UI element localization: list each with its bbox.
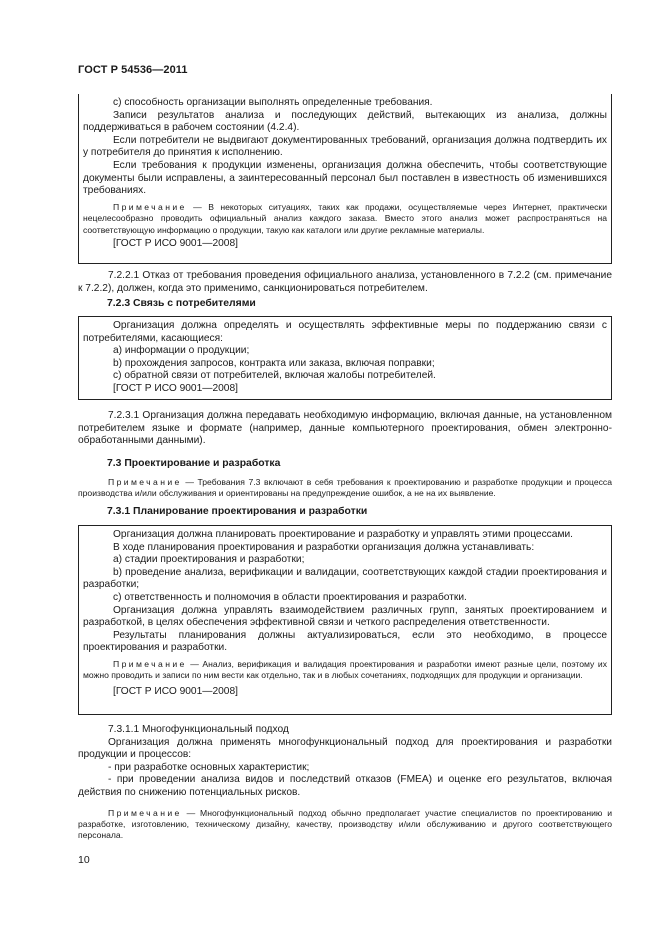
box3-paragraph: Организация должна управлять взаимодействием различных групп, занятых проектированием и разработкой, в целях обеспечения эффективной связи и четкого распределения ответственности. <box>83 604 607 629</box>
note-label: Примечание <box>108 477 182 487</box>
section-title: 7.3.1.1 Многофункциональный подход <box>108 724 289 735</box>
box3-paragraph: Организация должна планировать проектирование и разработку и управлять этими процессами. <box>113 529 573 540</box>
note-7-3 <box>78 477 612 500</box>
box1-reference: [ГОСТ Р ИСО 9001—2008] <box>113 237 238 249</box>
quote-box-requirements <box>78 94 612 264</box>
note-label: Примечание <box>113 201 187 212</box>
box2-item-c: c) обратной связи от потребителей, включая жалобы потребителей. <box>113 370 436 382</box>
heading-7-3: 7.3 Проектирование и разработка <box>107 458 281 469</box>
box3-paragraph: Результаты планирования должны актуализироваться, если это необходимо, в процессе проектирования и разработки. <box>83 629 607 654</box>
box3-item-b: b) проведение анализа, верификации и валидации, соответствующих каждой стадии проектирования и разработки; <box>83 566 607 591</box>
note-text: — Требования 7.3 включают в себя требования к проектированию и разработке продукции и процесса производства и/или обслуживания и ориентированы на предупреждение ошибок, а не на их выявление. <box>78 477 612 499</box>
box2-paragraph: Организация должна определять и осуществлять эффективные меры по поддержанию связи с потребителями, касающиеся: <box>83 320 607 344</box>
heading-7-2-3: 7.2.3 Связь с потребителями <box>107 298 256 309</box>
note-label: Примечание <box>113 658 187 669</box>
box3-reference: [ГОСТ Р ИСО 9001—2008] <box>113 685 238 697</box>
box2-item-b: b) прохождения запросов, контракта или заказа, включая поправки; <box>113 357 435 369</box>
paragraph-7-2-2-1: 7.2.2.1 Отказ от требования проведения официального анализа, установленного в 7.2.2 (см. примечание к 7.2.2), должен, когда это применимо, санкционироваться потребителем. <box>78 270 612 294</box>
box1-paragraph: Записи результатов анализа и последующих действий, вытекающих из анализа, должны поддерживаться в рабочем состоянии (4.2.4). <box>83 109 607 134</box>
box2-item-a: a) информации о продукции; <box>113 345 250 357</box>
section-7-3-1-1 <box>78 724 612 842</box>
note-text: — Анализ, верификация и валидация проектирования и разработки имеют разные цели, поэтому их можно проводить и записи по ним вести как отдельно, так и в любых сочетаниях, подходящих для продукции и организации. <box>83 658 607 681</box>
box1-paragraph: Если требования к продукции изменены, организация должна обеспечить, чтобы соответствующие документы были исправлены, а заинтересованный персонал был поставлен в известность об изменившихся требованиях. <box>83 159 607 197</box>
section-note <box>78 808 612 842</box>
box3-note <box>83 659 607 682</box>
quote-box-design-planning <box>78 525 612 715</box>
page-number: 10 <box>78 854 90 866</box>
box1-paragraph: Если потребители не выдвигают документированных требований, организация должна подтвердить их у потребителя до принятия к исполнению. <box>83 134 607 159</box>
section-paragraph: Организация должна применять многофункциональный подход для проектирования и разработки продукции и процессов: <box>78 736 612 761</box>
note-label: Примечание <box>108 807 182 818</box>
note-text: — Многофункциональный подход обычно предполагает участие специалистов по проектированию и разработке, изготовлению, техническому дизайну, качеству, производству и/или обслуживанию и другого соответствующего персонала. <box>78 807 612 841</box>
quote-box-customer-communication <box>78 316 612 400</box>
note-text: — В некоторых ситуациях, таких как продажи, осуществляемые через Интернет, практически нецелесообразно проводить официальный анализ каждого заказа. Вместо этого анализ может распространяться на соответствующую информацию о продукции, такую как каталоги или другие рекламные материалы. <box>83 201 607 235</box>
list-item: - при проведении анализа видов и последствий отказов (FMEA) и оценке его результатов, включая действия по снижению потенциальных рисков. <box>78 774 612 798</box>
box3-item-a: a) стадии проектирования и разработки; <box>113 554 305 566</box>
box3-item-c: c) ответственность и полномочия в области проектирования и разработки. <box>113 591 467 603</box>
box2-reference: [ГОСТ Р ИСО 9001—2008] <box>113 382 238 394</box>
box3-paragraph: В ходе планирования проектирования и разработки организация должна устанавливать: <box>113 541 535 553</box>
box1-item-c: c) способность организации выполнять определенные требования. <box>113 97 433 108</box>
box1-note <box>83 202 607 236</box>
document-header: ГОСТ Р 54536—2011 <box>78 64 188 76</box>
heading-7-3-1: 7.3.1 Планирование проектирования и разработки <box>107 506 368 517</box>
list-item: - при разработке основных характеристик; <box>108 761 310 773</box>
paragraph-7-2-3-1: 7.2.3.1 Организация должна передавать необходимую информацию, включая данные, на установленном потребителем языке и формате (например, данные компьютерного проектирования, обмен электронно-обработанными данными). <box>78 410 612 447</box>
